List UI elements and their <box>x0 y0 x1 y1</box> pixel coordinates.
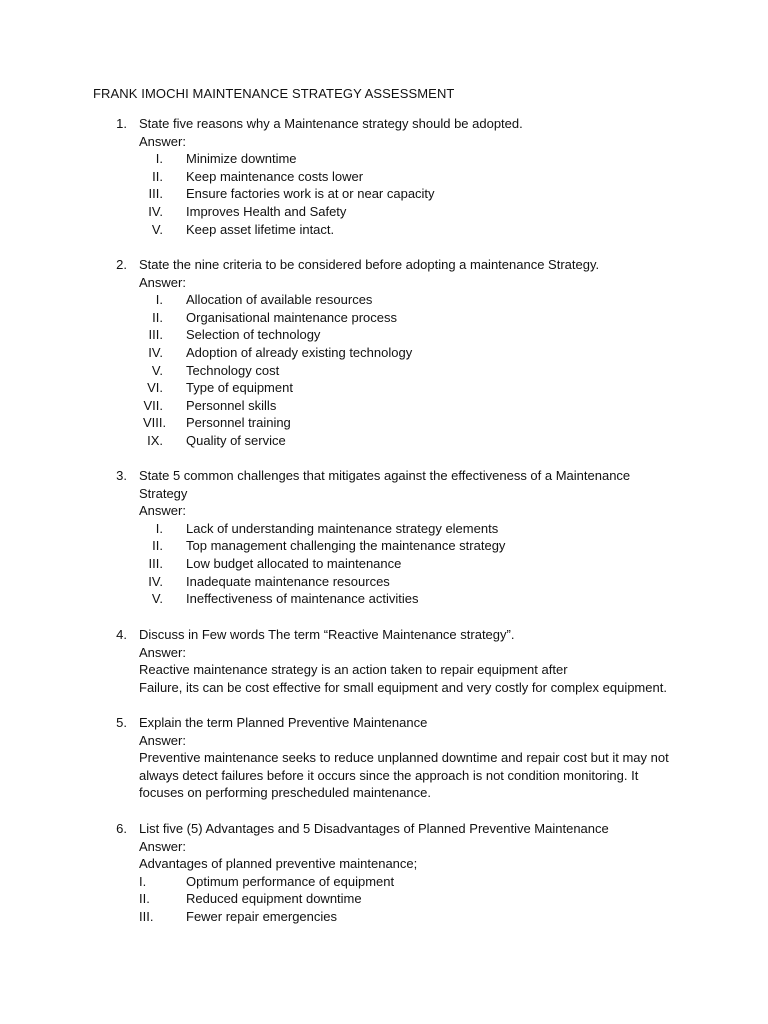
question-number: 3. <box>116 468 127 483</box>
list-item-numeral: IV. <box>148 345 163 360</box>
answer-label: Answer: <box>139 644 186 660</box>
list-item: Technology cost <box>186 362 280 378</box>
answer-paragraph-line: Failure, its can be cost effective for small equipment and very costly for complex equipment. <box>139 679 667 695</box>
question-number: 2. <box>116 257 127 272</box>
list-item: Top management challenging the maintenance strategy <box>186 538 506 554</box>
list-item: Personnel skills <box>186 397 277 413</box>
answer-label: Answer: <box>139 838 186 854</box>
list-item: Type of equipment <box>186 380 293 396</box>
list-item: Quality of service <box>186 433 286 448</box>
list-item-numeral: IV. <box>148 573 163 589</box>
question-number: 1. <box>116 116 127 131</box>
question-prompt: State 5 common challenges that mitigates against the effectiveness of a Maintenance <box>139 468 631 483</box>
question-number: 4. <box>116 627 127 642</box>
question-number: 5. <box>116 715 127 730</box>
list-item: Optimum performance of equipment <box>186 873 395 889</box>
list-item-numeral: VIII. <box>143 415 167 431</box>
question-number: 6. <box>116 821 127 836</box>
question-prompt: List five (5) Advantages and 5 Disadvantages of Planned Preventive Maintenance <box>139 821 609 836</box>
list-item-numeral: III. <box>148 556 163 571</box>
list-item-numeral: II. <box>152 309 163 325</box>
list-item-numeral: II. <box>152 168 163 184</box>
answer-label: Answer: <box>139 503 186 519</box>
question-prompt: State the nine criteria to be considered before adopting a maintenance Strategy. <box>139 257 600 272</box>
question-prompt: Explain the term Planned Preventive Maintenance <box>139 715 428 730</box>
list-item-numeral: III. <box>148 186 163 202</box>
list-item-numeral: III. <box>148 327 163 343</box>
list-item: Selection of technology <box>186 327 321 343</box>
list-item: Organisational maintenance process <box>186 309 398 325</box>
list-item: Adoption of already existing technology <box>186 345 413 360</box>
list-item-numeral: III. <box>139 909 154 924</box>
list-item: Improves Health and Safety <box>186 204 347 219</box>
page-title: FRANK IMOCHI MAINTENANCE STRATEGY ASSESSMENT <box>93 86 455 101</box>
list-item-numeral: IV. <box>148 204 163 219</box>
answer-paragraph-line: Reactive maintenance strategy is an action taken to repair equipment after <box>139 662 568 678</box>
question-prompt: State five reasons why a Maintenance strategy should be adopted. <box>139 116 523 131</box>
list-item-numeral: VII. <box>143 397 163 413</box>
answer-paragraph-line: focuses on performing prescheduled maintenance. <box>139 785 431 801</box>
list-item: Keep maintenance costs lower <box>186 168 364 184</box>
answer-paragraph-line: always detect failures before it occurs since the approach is not condition monitoring. It <box>139 767 639 783</box>
list-item: Low budget allocated to maintenance <box>186 556 402 571</box>
list-item-numeral: IX. <box>147 433 163 448</box>
list-item: Lack of understanding maintenance strategy elements <box>186 520 499 536</box>
list-item-numeral: V. <box>151 362 163 378</box>
list-item: Personnel training <box>186 415 291 431</box>
list-item-numeral: V. <box>151 591 163 607</box>
list-item: Keep asset lifetime intact. <box>186 221 335 237</box>
list-item-numeral: I. <box>155 520 163 536</box>
list-item-numeral: II. <box>152 538 163 554</box>
answer-paragraph-line: Advantages of planned preventive maintenance; <box>139 856 418 872</box>
list-item: Minimize downtime <box>186 151 297 167</box>
answer-label: Answer: <box>139 274 186 290</box>
list-item: Ineffectiveness of maintenance activities <box>186 591 419 607</box>
list-item: Allocation of available resources <box>186 292 373 308</box>
list-item-numeral: I. <box>155 292 163 308</box>
list-item: Ensure factories work is at or near capacity <box>186 186 435 202</box>
list-item-numeral: I. <box>139 873 147 889</box>
list-item: Fewer repair emergencies <box>186 909 338 924</box>
question-prompt-continued: Strategy <box>139 485 188 501</box>
list-item-numeral: V. <box>151 221 163 237</box>
list-item: Reduced equipment downtime <box>186 891 362 907</box>
list-item-numeral: VI. <box>147 380 163 396</box>
answer-paragraph-line: Preventive maintenance seeks to reduce unplanned downtime and repair cost but it may not <box>139 750 669 766</box>
answer-label: Answer: <box>139 133 186 149</box>
list-item-numeral: I. <box>155 151 163 167</box>
question-prompt: Discuss in Few words The term “Reactive Maintenance strategy”. <box>139 627 515 642</box>
list-item-numeral: II. <box>139 891 150 907</box>
answer-label: Answer: <box>139 732 186 748</box>
list-item: Inadequate maintenance resources <box>186 573 390 589</box>
